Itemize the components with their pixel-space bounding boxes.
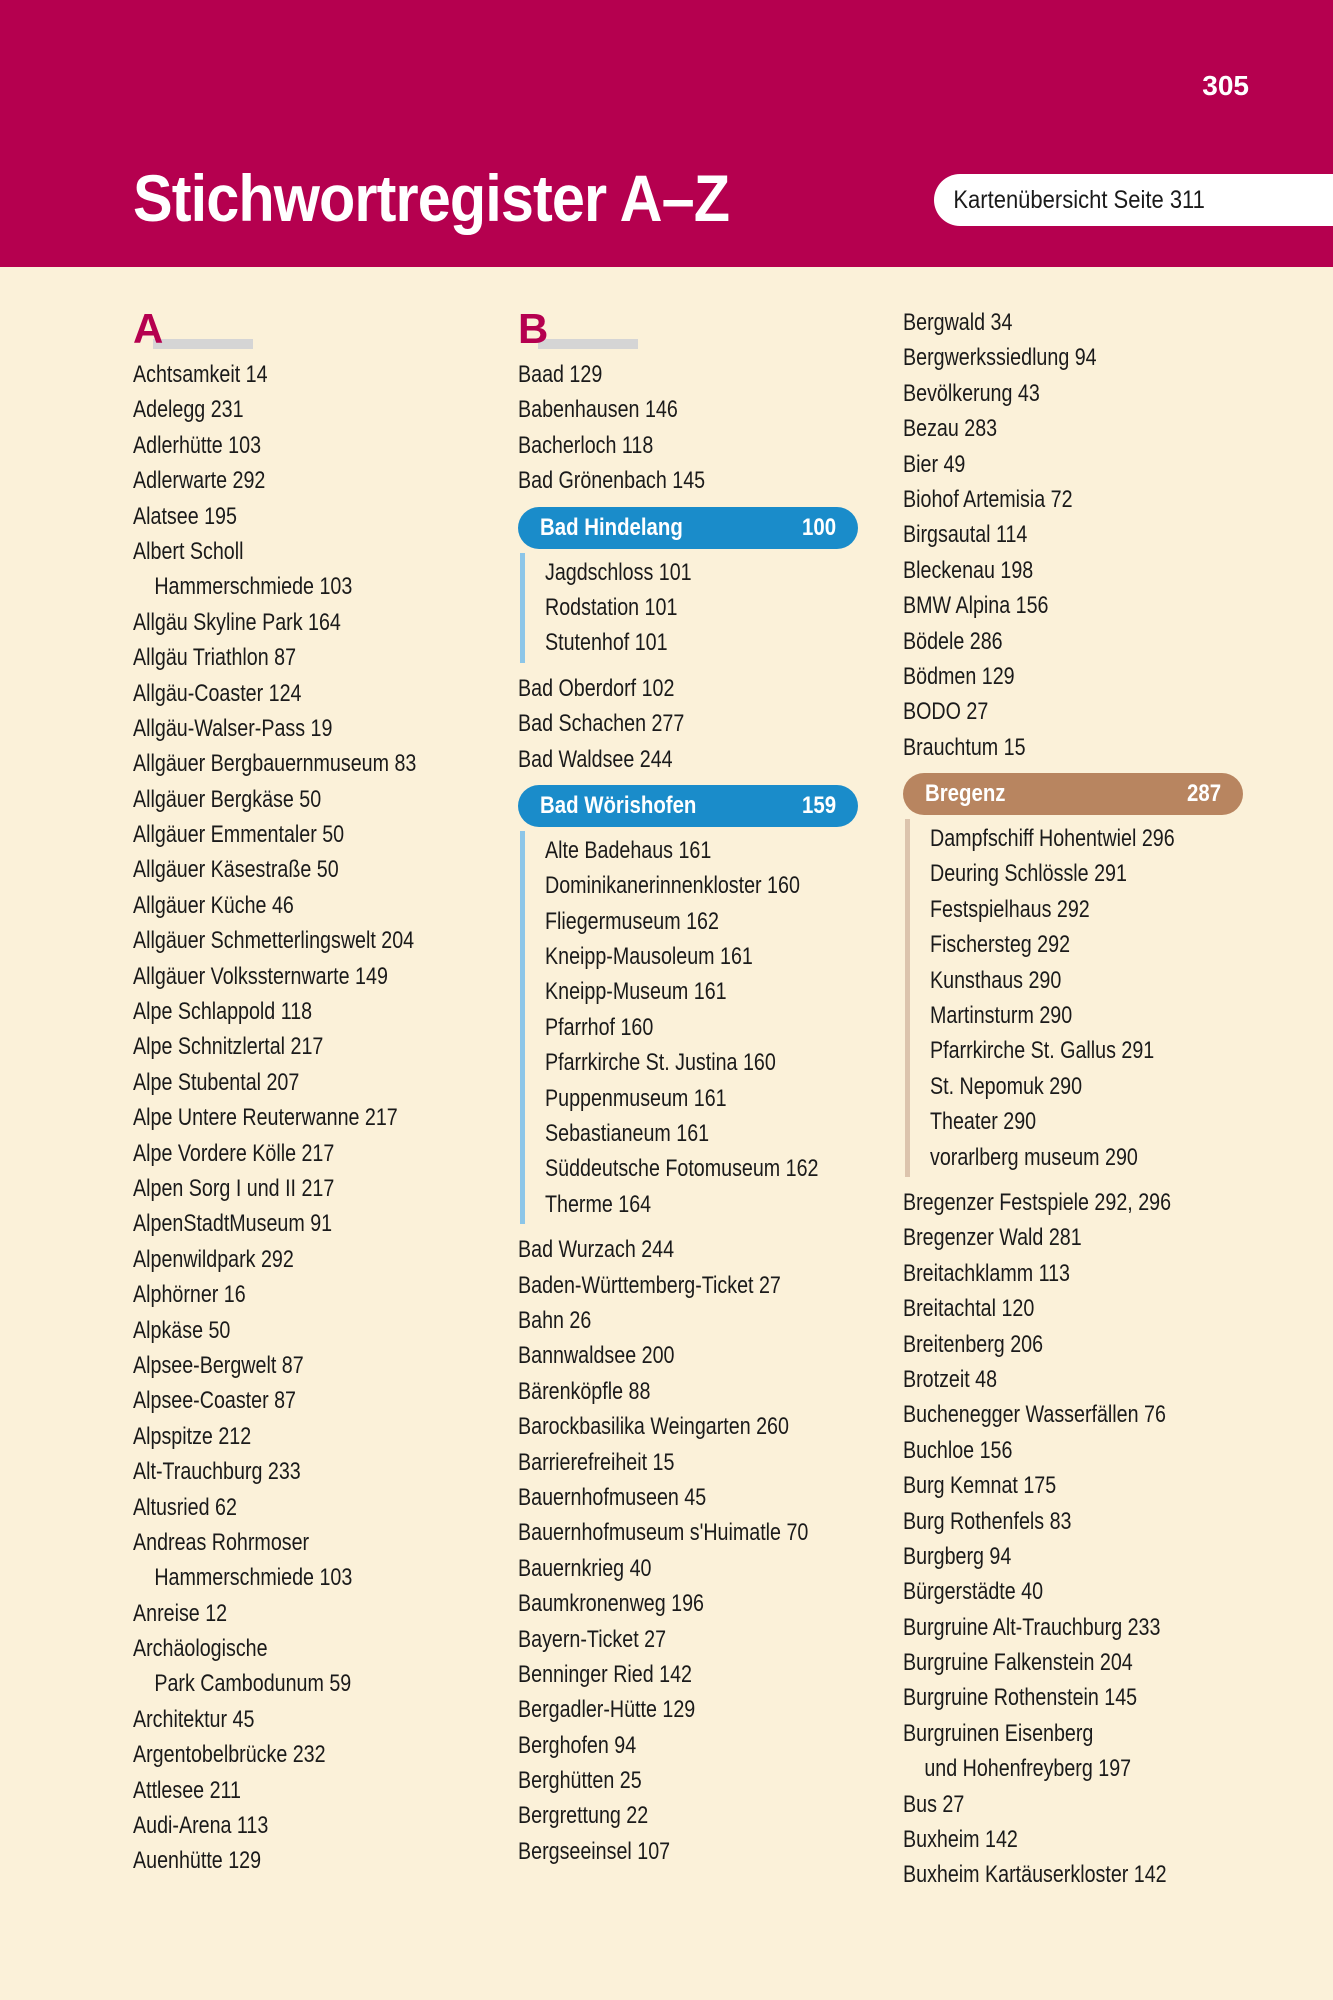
index-entry: Alpkäse 50: [133, 1316, 231, 1344]
index-entry: Allgäu-Coaster 124: [133, 679, 302, 707]
index-entry: Bad Grönenbach 145: [518, 467, 706, 495]
index-entry: Allgäu Skyline Park 164: [133, 608, 341, 636]
index-entry: Hammerschmiede 103: [154, 1564, 353, 1592]
index-entry: Baden-Württemberg-Ticket 27: [518, 1271, 781, 1299]
index-entry: Barrierefreiheit 15: [518, 1448, 675, 1476]
group-page: 287: [1186, 780, 1221, 808]
index-entry: Berghütten 25: [518, 1767, 642, 1795]
index-entry: Bauernhofmuseen 45: [518, 1483, 707, 1511]
index-entry: Alpenwildpark 292: [133, 1245, 294, 1273]
index-entry: Martinsturm 290: [930, 1002, 1073, 1030]
index-entry: Burgberg 94: [903, 1542, 1012, 1570]
index-entry: Architektur 45: [133, 1705, 255, 1733]
index-entry: Bergwerkssiedlung 94: [903, 344, 1097, 372]
index-entry: Bevölkerung 43: [903, 379, 1040, 407]
letter-heading-a: [133, 305, 503, 353]
index-entry: Adelegg 231: [133, 396, 244, 424]
index-entry: Burgruine Alt-Trauchburg 233: [903, 1613, 1161, 1641]
index-entry: Allgäuer Käsestraße 50: [133, 856, 339, 884]
index-entry: Süddeutsche Fotomuseum 162: [545, 1155, 819, 1183]
index-entry: Bregenzer Festspiele 292, 296: [903, 1188, 1172, 1216]
index-entry: Bezau 283: [903, 415, 998, 443]
index-entry: Bad Wurzach 244: [518, 1236, 675, 1264]
map-overview-link[interactable]: [934, 174, 1333, 226]
index-entry: Therme 164: [545, 1190, 652, 1218]
index-entry: Breitenberg 206: [903, 1330, 1044, 1358]
index-entry: Brotzeit 48: [903, 1365, 998, 1393]
letter-heading-b: [518, 305, 888, 353]
index-entry: Alpsee-Bergwelt 87: [133, 1351, 304, 1379]
index-entry: Berghofen 94: [518, 1731, 637, 1759]
index-entry: Bannwaldsee 200: [518, 1342, 675, 1370]
entry-list-b3: [518, 1232, 888, 1869]
index-entry: Burgruine Falkenstein 204: [903, 1649, 1133, 1677]
index-entry: Albert Scholl: [133, 537, 244, 565]
index-entry: Burg Kemnat 175: [903, 1472, 1057, 1500]
index-entry: Alpe Stubental 207: [133, 1068, 300, 1096]
index-column-c: [903, 305, 1283, 1893]
index-entry: Bergrettung 22: [518, 1802, 649, 1830]
index-entry: Attlesee 211: [133, 1776, 241, 1804]
index-entry: Allgäuer Bergkäse 50: [133, 785, 322, 813]
index-entry: Alpe Untere Reuterwanne 217: [133, 1104, 398, 1132]
group-header: [518, 507, 858, 549]
index-entry: Alpe Schnitzlertal 217: [133, 1033, 324, 1061]
group-name: Bad Hindelang: [540, 513, 683, 541]
group-bad-woerishofen: [518, 785, 888, 1224]
index-entry: Andreas Rohrmoser: [133, 1528, 310, 1556]
group-items: [520, 553, 888, 663]
index-entry: Breitachtal 120: [903, 1295, 1035, 1323]
index-entry: Bödmen 129: [903, 662, 1015, 690]
index-entry: BODO 27: [903, 698, 989, 726]
index-entry: Hammerschmiede 103: [154, 573, 353, 601]
index-entry: AlpenStadtMuseum 91: [133, 1210, 333, 1238]
entry-list-b2: [518, 671, 888, 777]
entry-list-a: [133, 357, 503, 1879]
index-entry: Allgäuer Bergbauernmuseum 83: [133, 750, 417, 778]
index-entry: Auenhütte 129: [133, 1847, 262, 1875]
index-entry: Bahn 26: [518, 1306, 592, 1334]
group-name: Bad Wörishofen: [540, 791, 697, 819]
group-bad-hindelang: [518, 507, 888, 663]
index-entry: Alte Badehaus 161: [545, 836, 712, 864]
index-entry: Audi-Arena 113: [133, 1812, 269, 1840]
index-entry: Alpe Schlappold 118: [133, 998, 313, 1026]
index-entry: Buchenegger Wasserfällen 76: [903, 1401, 1166, 1429]
group-items: [520, 831, 888, 1224]
letter-glyph: B: [518, 305, 549, 352]
index-entry: Alpsee-Coaster 87: [133, 1387, 297, 1415]
index-entry: Babenhausen 146: [518, 396, 678, 424]
index-entry: Pfarrkirche St. Justina 160: [545, 1049, 776, 1077]
group-header: [518, 785, 858, 827]
group-header: [903, 773, 1243, 815]
index-entry: Bleckenau 198: [903, 556, 1034, 584]
index-entry: Allgäuer Küche 46: [133, 891, 294, 919]
index-entry: Rodstation 101: [545, 593, 678, 621]
index-entry: Buchloe 156: [903, 1436, 1013, 1464]
index-entry: Stutenhof 101: [545, 629, 668, 657]
entry-list-c2: [903, 1185, 1283, 1893]
index-entry: Buxheim 142: [903, 1826, 1018, 1854]
index-entry: Festspielhaus 292: [930, 895, 1090, 923]
index-entry: Alphörner 16: [133, 1281, 246, 1309]
index-entry: Theater 290: [930, 1108, 1037, 1136]
index-entry: Bregenzer Wald 281: [903, 1224, 1082, 1252]
index-entry: Alatsee 195: [133, 502, 237, 530]
index-entry: Bergseeinsel 107: [518, 1837, 671, 1865]
index-entry: Birgsautal 114: [903, 521, 1028, 549]
index-entry: Puppenmuseum 161: [545, 1084, 727, 1112]
index-entry: Archäologische: [133, 1635, 268, 1663]
index-entry: Bayern-Ticket 27: [518, 1625, 667, 1653]
index-entry: Bergadler-Hütte 129: [518, 1696, 696, 1724]
index-entry: Altusried 62: [133, 1493, 237, 1521]
entry-list-b1: [518, 357, 888, 499]
index-entry: Bus 27: [903, 1790, 965, 1818]
map-overview-label: Kartenübersicht Seite 311: [953, 185, 1205, 214]
group-bregenz: [903, 773, 1283, 1177]
index-entry: Bürgerstädte 40: [903, 1578, 1044, 1606]
index-entry: Pfarrkirche St. Gallus 291: [930, 1037, 1155, 1065]
index-entry: Allgäuer Emmentaler 50: [133, 821, 345, 849]
index-entry: Breitachklamm 113: [903, 1259, 1070, 1287]
index-entry: Kneipp-Museum 161: [545, 978, 727, 1006]
letter-glyph: A: [133, 305, 164, 352]
index-entry: Park Cambodunum 59: [154, 1670, 352, 1698]
index-entry: Bier 49: [903, 450, 966, 478]
index-entry: Burg Rothenfels 83: [903, 1507, 1072, 1535]
index-entry: Anreise 12: [133, 1599, 228, 1627]
index-column-a: [133, 305, 503, 1879]
index-entry: BMW Alpina 156: [903, 592, 1049, 620]
index-entry: Achtsamkeit 14: [133, 361, 268, 388]
letter-underline: [538, 339, 638, 349]
index-entry: Fischersteg 292: [930, 931, 1071, 959]
index-entry: Deuring Schlössle 291: [930, 860, 1127, 888]
index-entry: Jagdschloss 101: [545, 558, 692, 586]
index-entry: Bad Schachen 277: [518, 710, 685, 738]
index-entry: Alpe Vordere Kölle 217: [133, 1139, 335, 1167]
page-number: 305: [1202, 70, 1249, 101]
index-entry: Bauernhofmuseum s'Huimatle 70: [518, 1519, 809, 1547]
index-entry: Pfarrhof 160: [545, 1013, 654, 1041]
index-entry: Biohof Artemisia 72: [903, 485, 1073, 513]
index-entry: Kunsthaus 290: [930, 966, 1062, 994]
page-header: [0, 0, 1333, 267]
index-entry: vorarlberg museum 290: [930, 1143, 1138, 1171]
index-entry: Dominikanerinnenkloster 160: [545, 872, 800, 900]
index-entry: Bödele 286: [903, 627, 1003, 655]
index-entry: Dampfschiff Hohentwiel 296: [930, 825, 1175, 853]
index-entry: Argentobelbrücke 232: [133, 1741, 326, 1769]
index-entry: Fliegermuseum 162: [545, 907, 719, 935]
index-entry: Bergwald 34: [903, 309, 1013, 336]
index-entry: Allgäuer Volkssternwarte 149: [133, 962, 388, 990]
index-entry: Buxheim Kartäuserkloster 142: [903, 1861, 1167, 1889]
index-entry: Burgruinen Eisenberg: [903, 1719, 1094, 1747]
index-entry: Adlerhütte 103: [133, 431, 262, 459]
index-entry: Adlerwarte 292: [133, 467, 266, 495]
index-entry: Barockbasilika Weingarten 260: [518, 1413, 789, 1441]
index-entry: Bacherloch 118: [518, 431, 654, 459]
letter-underline: [153, 339, 253, 349]
index-entry: und Hohenfreyberg 197: [924, 1755, 1132, 1783]
index-entry: Sebastianeum 161: [545, 1120, 710, 1148]
page-title: Stichwortregister A–Z: [133, 161, 730, 235]
index-entry: Baumkronenweg 196: [518, 1590, 704, 1618]
entry-list-c1: [903, 305, 1283, 765]
index-entry: Burgruine Rothenstein 145: [903, 1684, 1138, 1712]
index-entry: Allgäu Triathlon 87: [133, 644, 297, 672]
index-entry: Bauernkrieg 40: [518, 1554, 652, 1582]
index-column-b: [518, 305, 888, 1869]
index-entry: Bad Waldsee 244: [518, 745, 673, 773]
group-items: [905, 819, 1283, 1177]
group-name: Bregenz: [925, 780, 1006, 808]
index-entry: Allgäuer Schmetterlingswelt 204: [133, 927, 415, 955]
index-entry: Brauchtum 15: [903, 733, 1026, 761]
index-entry: Alpen Sorg I und II 217: [133, 1174, 335, 1202]
group-page: 100: [801, 513, 836, 541]
index-entry: Alt-Trauchburg 233: [133, 1458, 301, 1486]
index-entry: Alpspitze 212: [133, 1422, 252, 1450]
group-page: 159: [801, 791, 836, 819]
index-entry: Bärenköpfle 88: [518, 1377, 651, 1405]
index-entry: Bad Oberdorf 102: [518, 674, 675, 702]
index-entry: St. Nepomuk 290: [930, 1072, 1083, 1100]
index-entry: Baad 129: [518, 361, 603, 388]
index-entry: Allgäu-Walser-Pass 19: [133, 714, 333, 742]
index-entry: Kneipp-Mausoleum 161: [545, 943, 753, 971]
index-entry: Benninger Ried 142: [518, 1660, 692, 1688]
